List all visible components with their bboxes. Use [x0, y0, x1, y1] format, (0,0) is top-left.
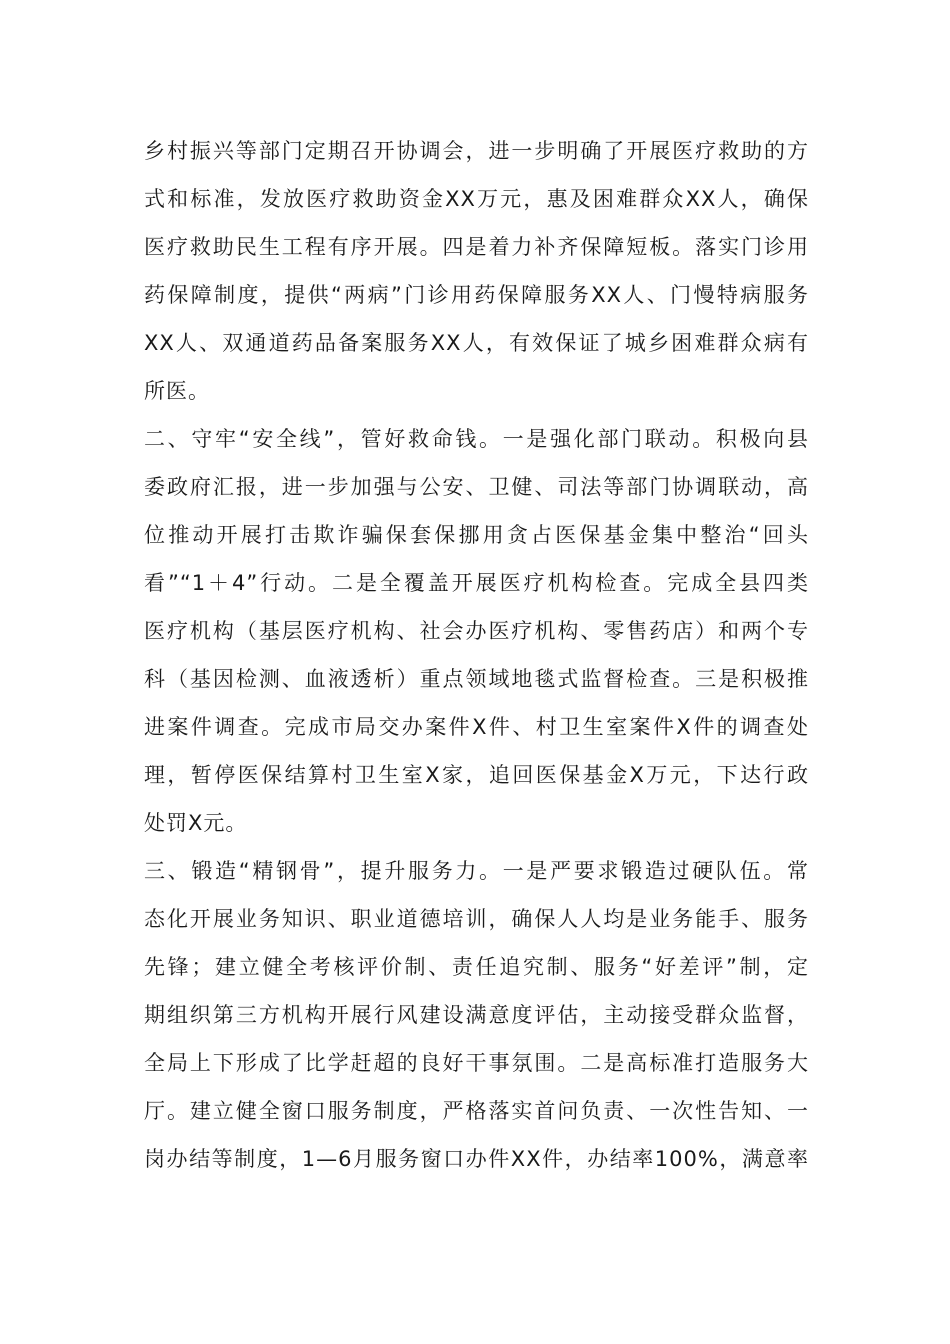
text-line: 所医。: [144, 379, 210, 403]
paragraph-3: [144, 847, 809, 1183]
text-line: 先锋；建立健全考核评价制、责任追究制、服务“好差评”制，定: [144, 955, 809, 979]
text-line: 式和标准，发放医疗救助资金XX万元，惠及困难群众XX人，确保: [144, 187, 809, 211]
text-line: 委政府汇报，进一步加强与公安、卫健、司法等部门协调联动，高: [144, 475, 809, 499]
text-line: 厅。建立健全窗口服务制度，严格落实首问负责、一次性告知、一: [144, 1099, 809, 1123]
text-line: 二、守牢“安全线”，管好救命钱。一是强化部门联动。积极向县: [144, 427, 809, 451]
text-line: 理，暂停医保结算村卫生室X家，追回医保基金X万元，下达行政: [144, 763, 809, 787]
text-line: 处罚X元。: [144, 811, 248, 835]
text-line: 医疗机构（基层医疗机构、社会办医疗机构、零售药店）和两个专: [144, 619, 809, 643]
paragraph-2: [144, 415, 809, 847]
text-line: 乡村振兴等部门定期召开协调会，进一步明确了开展医疗救助的方: [144, 139, 809, 163]
text-line: 岗办结等制度，1—6月服务窗口办件XX件，办结率100%，满意率: [144, 1147, 809, 1171]
text-line: 期组织第三方机构开展行风建设满意度评估，主动接受群众监督，: [144, 1003, 809, 1027]
text-line: 进案件调查。完成市局交办案件X件、村卫生室案件X件的调查处: [144, 715, 809, 739]
text-line: 药保障制度，提供“两病”门诊用药保障服务XX人、门慢特病服务: [144, 283, 809, 307]
text-line: 医疗救助民生工程有序开展。四是着力补齐保障短板。落实门诊用: [144, 235, 809, 259]
text-line: 位推动开展打击欺诈骗保套保挪用贪占医保基金集中整治“回头: [144, 523, 809, 547]
text-line: 科（基因检测、血液透析）重点领域地毯式监督检查。三是积极推: [144, 667, 809, 691]
text-line: 全局上下形成了比学赶超的良好干事氛围。二是高标准打造服务大: [144, 1051, 809, 1075]
text-line: XX人、双通道药品备案服务XX人，有效保证了城乡困难群众病有: [144, 331, 809, 355]
paragraph-1: [144, 127, 809, 415]
text-line: 看”“1＋4”行动。二是全覆盖开展医疗机构检查。完成全县四类: [144, 571, 809, 595]
text-line: 三、锻造“精钢骨”，提升服务力。一是严要求锻造过硬队伍。常: [144, 859, 809, 883]
text-line: 态化开展业务知识、职业道德培训，确保人人均是业务能手、服务: [144, 907, 809, 931]
document-body: [144, 127, 809, 1183]
